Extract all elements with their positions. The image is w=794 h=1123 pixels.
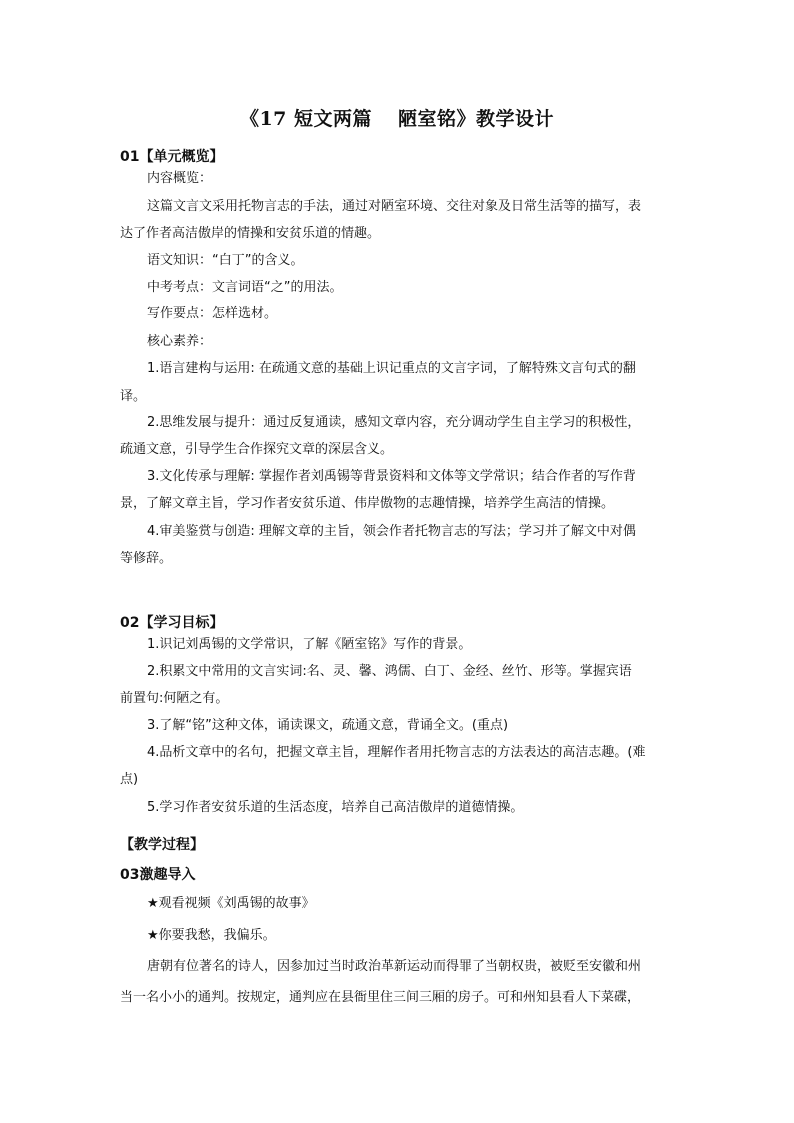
activity-quote: ★你要我愁，我偏乐。 [147, 928, 276, 943]
core-item-3-line1: 3.文化传承与理解: 掌握作者刘禹锡等背景资料和文体等文学常识；结合作者的写作背 [147, 469, 636, 484]
document-title [0, 104, 794, 131]
goal-3: 3.了解“铭”这种文体，诵读课文，疏通文意，背诵全文。(重点) [147, 718, 509, 733]
section-heading-goals: 02【学习目标】 [120, 615, 224, 631]
goal-2-line1: 2.积累文中常用的文言实词:名、灵、馨、鸿儒、白丁、金经、丝竹、形等。掌握宾语 [147, 664, 632, 679]
story-line2: 当一名小小的通判。按规定，通判应在县衙里住三间三厢的房子。可和州知县看人下菜碟， [120, 990, 641, 1005]
overview-paragraph-line2: 达了作者高洁傲岸的情操和安贫乐道的情趣。 [120, 226, 381, 241]
title-part-1: 《17 短文两篇 [239, 108, 373, 130]
goal-2-line2: 前置句:何陋之有。 [120, 691, 229, 706]
core-item-4-line2: 等修辞。 [120, 551, 173, 566]
knowledge-line: 语文知识：“白丁”的含义。 [147, 253, 304, 268]
core-item-4-line1: 4.审美鉴赏与创造: 理解文章的主旨，领会作者托物言志的写法；学习并了解文中对偶 [147, 524, 636, 539]
core-item-1-line2: 译。 [120, 389, 147, 404]
core-item-2-line2: 疏通文意，引导学生合作探究文章的深层含义。 [120, 442, 394, 457]
overview-label: 内容概览： [147, 171, 213, 186]
core-item-2-line1: 2.思维发展与提升：通过反复通读，感知文章内容，充分调动学生自主学习的积极性， [147, 415, 641, 430]
section-heading-process: 【教学过程】 [120, 837, 204, 853]
goal-4-line2: 点) [120, 772, 139, 787]
activity-video: ★观看视频《刘禹锡的故事》 [147, 896, 315, 911]
exam-point-line: 中考考点：文言词语“之”的用法。 [147, 280, 343, 295]
goal-1: 1.识记刘禹锡的文学常识，了解《陋室铭》写作的背景。 [147, 637, 472, 652]
writing-point-line: 写作要点：怎样选材。 [147, 306, 278, 321]
story-line1: 唐朝有位著名的诗人，因参加过当时政治革新运动而得罪了当朝权贵，被贬至安徽和州 [147, 959, 642, 974]
subsection-heading-intro: 03激趣导入 [120, 867, 196, 883]
core-item-3-line2: 景，了解文章主旨，学习作者安贫乐道、伟岸傲物的志趣情操，培养学生高洁的情操。 [120, 496, 615, 511]
overview-paragraph-line1: 这篇文言文采用托物言志的手法，通过对陋室环境、交往对象及日常生活等的描写，表 [147, 199, 642, 214]
goal-5: 5.学习作者安贫乐道的生活态度，培养自己高洁傲岸的道德情操。 [147, 800, 524, 815]
title-part-2: 陋室铭》教学设计 [398, 108, 555, 130]
core-literacy-label: 核心素养： [147, 334, 213, 349]
core-item-1-line1: 1.语言建构与运用: 在疏通文意的基础上识记重点的文言字词，了解特殊文言句式的翻 [147, 361, 636, 376]
section-heading-overview: 01【单元概览】 [120, 149, 224, 165]
goal-4-line1: 4.品析文章中的名句，把握文章主旨，理解作者用托物言志的方法表达的高洁志趣。(难 [147, 745, 646, 760]
